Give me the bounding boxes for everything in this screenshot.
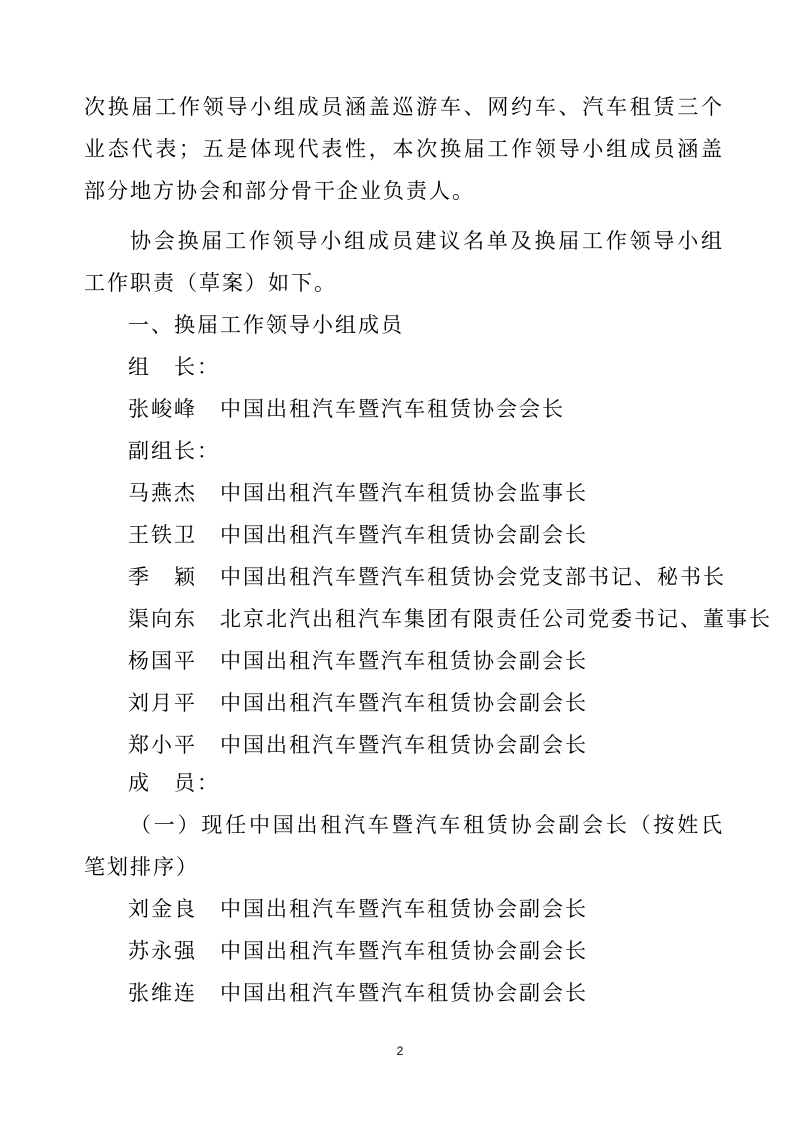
leader-row — [128, 388, 565, 430]
deputy-row — [128, 514, 588, 556]
person-title: 中国出租汽车暨汽车租赁协会副会长 — [220, 649, 588, 673]
person-title: 中国出租汽车暨汽车租赁协会副会长 — [220, 523, 588, 547]
deputy-label: 副组长： — [128, 439, 220, 463]
deputy-row — [128, 724, 588, 766]
person-title: 中国出租汽车暨汽车租赁协会副会长 — [220, 691, 588, 715]
member-label: 成 员： — [128, 771, 220, 795]
deputy-row — [128, 556, 726, 598]
person-name: 马燕杰 — [128, 481, 197, 505]
person-name: 渠向东 — [128, 607, 197, 631]
person-title: 中国出租汽车暨汽车租赁协会会长 — [220, 397, 565, 421]
deputy-row — [128, 472, 588, 514]
person-name: 王铁卫 — [128, 523, 197, 547]
person-title: 中国出租汽车暨汽车租赁协会党支部书记、秘书长 — [220, 565, 726, 589]
person-title: 中国出租汽车暨汽车租赁协会副会长 — [220, 981, 588, 1005]
subsection-heading: （一）现任中国出租汽车暨汽车租赁协会副会长（按姓氏笔划排序） — [84, 813, 724, 879]
section-heading: 一、换届工作领导小组成员 — [128, 313, 404, 337]
person-title: 中国出租汽车暨汽车租赁协会监事长 — [220, 481, 588, 505]
person-title: 中国出租汽车暨汽车租赁协会副会长 — [220, 939, 588, 963]
person-name: 张峻峰 — [128, 397, 197, 421]
leader-label: 组 长： — [128, 355, 220, 379]
page-number: 2 — [396, 1044, 404, 1058]
person-name: 季 颖 — [128, 565, 197, 589]
person-name: 刘金良 — [128, 897, 197, 921]
person-name: 郑小平 — [128, 733, 197, 757]
person-name: 杨国平 — [128, 649, 197, 673]
member-row — [128, 972, 588, 1014]
deputy-row — [128, 682, 588, 724]
member-row — [128, 888, 588, 930]
person-name: 张维连 — [128, 981, 197, 1005]
person-title: 中国出租汽车暨汽车租赁协会副会长 — [220, 733, 588, 757]
deputy-row — [128, 598, 772, 640]
person-title: 中国出租汽车暨汽车租赁协会副会长 — [220, 897, 588, 921]
body-paragraph-intro: 协会换届工作领导小组成员建议名单及换届工作领导小组工作职责（草案）如下。 — [84, 229, 724, 295]
member-row — [128, 930, 588, 972]
body-paragraph-continuation: 次换届工作领导小组成员涵盖巡游车、网约车、汽车租赁三个业态代表；五是体现代表性，本次换届工作领导小组成员涵盖部分地方协会和部分骨干企业负责人。 — [84, 95, 724, 203]
person-name: 苏永强 — [128, 939, 197, 963]
deputy-row — [128, 640, 588, 682]
person-name: 刘月平 — [128, 691, 197, 715]
person-title: 北京北汽出租汽车集团有限责任公司党委书记、董事长 — [220, 607, 772, 631]
